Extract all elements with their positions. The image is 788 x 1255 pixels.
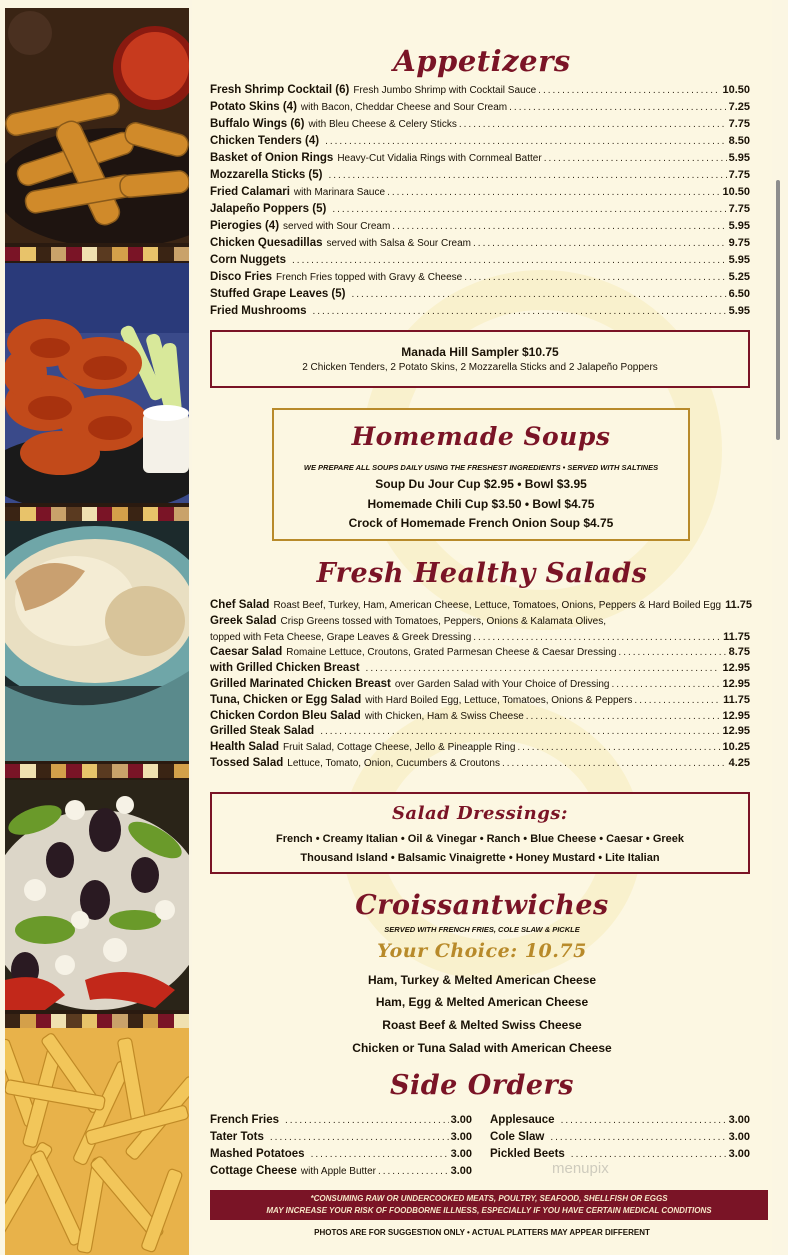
- item-price: 10.50: [722, 84, 750, 96]
- item-description: served with Sour Cream: [283, 221, 391, 232]
- item-description: with Hard Boiled Egg, Lettuce, Tomatoes, Onions & Peppers: [365, 694, 633, 706]
- warning-line: MAY INCREASE YOUR RISK OF FOODBORNE ILLNESS, ESPECIALLY IF YOU HAVE CERTAIN MEDICAL CONDITIONS: [266, 1206, 712, 1215]
- menu-item-row: [490, 1129, 750, 1146]
- warning-line: *CONSUMING RAW OR UNDERCOOKED MEATS, POULTRY, SEAFOOD, SHELLFISH OR EGGS: [310, 1194, 668, 1203]
- item-description: with Marinara Sauce: [293, 187, 386, 198]
- item-price: 7.75: [728, 169, 750, 181]
- french-fries-photo: [5, 1028, 189, 1255]
- item-price: 3.00: [728, 1114, 750, 1126]
- soup-line: Crock of Homemade French Onion Soup $4.75: [348, 516, 614, 530]
- leader-dots: [311, 1147, 449, 1163]
- item-price: 5.25: [728, 271, 750, 283]
- leader-dots: [561, 1113, 727, 1129]
- photo-strip: [5, 8, 189, 1255]
- soups-note: WE PREPARE ALL SOUPS DAILY USING THE FRESHEST INGREDIENTS • SERVED WITH SALTINES: [303, 463, 659, 472]
- item-name: Basket of Onion Rings: [210, 152, 334, 164]
- menu-item-row: [210, 676, 750, 693]
- item-price: 3.00: [728, 1131, 750, 1143]
- color-stripe: [5, 1014, 189, 1028]
- item-name: Applesauce: [490, 1114, 555, 1126]
- item-price: 3.00: [450, 1131, 472, 1143]
- leader-dots: [464, 270, 726, 286]
- greek-salad-photo: [5, 780, 189, 1010]
- menu-item-row: [210, 1163, 472, 1180]
- item-name: Cottage Cheese: [210, 1165, 297, 1177]
- item-name: Chicken Tenders (4): [210, 135, 320, 147]
- sampler-box: [210, 330, 750, 388]
- item-name: French Fries: [210, 1114, 280, 1126]
- item-price: 7.25: [728, 101, 750, 113]
- leader-dots: [270, 1130, 449, 1146]
- leader-dots: [473, 630, 721, 646]
- item-description: served with Salsa & Sour Cream: [326, 238, 472, 249]
- item-name: Pickled Beets: [490, 1148, 565, 1160]
- leader-dots: [285, 1113, 449, 1129]
- color-stripe: [5, 764, 189, 778]
- leader-dots: [366, 661, 721, 677]
- leader-dots: [392, 219, 726, 235]
- menu-item-row: [210, 201, 750, 218]
- leader-dots: [550, 1130, 726, 1146]
- item-price: 5.95: [728, 152, 750, 164]
- item-price: 3.00: [450, 1165, 472, 1177]
- croissantwiches-title: Croissantwiches: [355, 890, 609, 921]
- soup-line: Homemade Chili Cup $3.50 • Bowl $4.75: [367, 497, 595, 511]
- item-description: over Garden Salad with Your Choice of Dressing: [394, 679, 610, 690]
- item-description: Lettuce, Tomato, Onion, Cucumbers & Croutons: [287, 758, 500, 769]
- item-price: 12.95: [722, 662, 750, 675]
- menu-item-row: [210, 235, 750, 252]
- menu-item-row: [210, 286, 750, 303]
- item-description: with Apple Butter: [300, 1166, 376, 1177]
- leader-dots: [502, 756, 727, 772]
- item-price: 8.75: [728, 646, 750, 659]
- item-description: French Fries topped with Gravy & Cheese: [276, 272, 463, 283]
- leader-dots: [517, 740, 720, 756]
- menu-item-row: [210, 82, 750, 99]
- soups-title: Homemade Soups: [351, 422, 611, 451]
- menu-item-row: [210, 150, 750, 167]
- item-price: 4.25: [728, 757, 750, 769]
- item-name: Fresh Shrimp Cocktail (6): [210, 84, 350, 96]
- item-name: Mashed Potatoes: [210, 1148, 305, 1160]
- item-name: Chicken Quesadillas: [210, 237, 323, 249]
- item-name: Fried Mushrooms: [210, 305, 307, 317]
- menu-item-row: [210, 597, 750, 614]
- item-price: 8.50: [728, 135, 750, 147]
- menu-item-row: [210, 252, 750, 269]
- croissantwich-item: Ham, Egg & Melted American Cheese: [375, 995, 589, 1009]
- leader-dots: [351, 287, 726, 303]
- item-price: 7.75: [728, 118, 750, 130]
- item-price: 11.75: [725, 599, 752, 611]
- leader-dots: [618, 645, 726, 661]
- menu-item-row: [210, 613, 750, 630]
- item-name: Grilled Marinated Chicken Breast: [210, 678, 391, 690]
- menu-item-row: [210, 755, 750, 772]
- item-name: with Grilled Chicken Breast: [210, 662, 360, 675]
- item-description: with Chicken, Ham & Swiss Cheese: [364, 710, 524, 722]
- item-description: topped with Feta Cheese, Grape Leaves & Greek Dressing: [210, 631, 472, 643]
- item-price: 11.75: [723, 693, 750, 706]
- leader-dots: [611, 677, 720, 693]
- menu-item-row: [210, 1146, 472, 1163]
- menu-item-row: [210, 739, 750, 756]
- item-name: Disco Fries: [210, 271, 272, 283]
- item-name: Cole Slaw: [490, 1131, 545, 1143]
- item-description: Fruit Salad, Cottage Cheese, Jello & Pineapple Ring: [283, 742, 516, 754]
- menu-item-row: [490, 1112, 750, 1129]
- item-name: Tuna, Chicken or Egg Salad: [210, 693, 362, 706]
- item-name: Chicken Cordon Bleu Salad: [210, 709, 361, 722]
- menu-item-row: [210, 660, 750, 677]
- menu-item-row: [210, 116, 750, 133]
- french-onion-soup-photo: [5, 521, 189, 761]
- item-name: Grilled Steak Salad: [210, 725, 315, 738]
- item-name: Pierogies (4): [210, 220, 280, 232]
- sampler-description: 2 Chicken Tenders, 2 Potato Skins, 2 Mozzarella Sticks and 2 Jalapeño Poppers: [302, 362, 658, 373]
- leader-dots: [538, 83, 720, 99]
- item-price: 5.95: [728, 305, 750, 317]
- leader-dots: [473, 236, 727, 252]
- item-name: Greek Salad: [210, 614, 277, 627]
- item-price: 9.75: [728, 237, 750, 249]
- croissantwiches-note: SERVED WITH FRENCH FRIES, COLE SLAW & PICKLE: [384, 925, 580, 934]
- color-stripe: [5, 507, 189, 521]
- item-price: 5.95: [728, 254, 750, 266]
- leader-dots: [320, 724, 720, 740]
- croissantwich-item: Chicken or Tuna Salad with American Cheese: [352, 1041, 612, 1055]
- item-name: Corn Nuggets: [210, 254, 287, 266]
- croissantwiches-price: Your Choice: 10.75: [377, 940, 587, 962]
- item-price: 10.50: [722, 186, 750, 198]
- soup-line: Soup Du Jour Cup $2.95 • Bowl $3.95: [375, 477, 587, 491]
- menu-item-row: [210, 303, 750, 320]
- leader-dots: [292, 253, 727, 269]
- item-price: 12.95: [722, 709, 750, 722]
- menu-item-row: [210, 629, 750, 646]
- menu-item-row: [210, 167, 750, 184]
- item-name: Stuffed Grape Leaves (5): [210, 288, 346, 300]
- leader-dots: [526, 709, 721, 725]
- menu-item-row: [210, 218, 750, 235]
- soups-box: [272, 408, 690, 541]
- allergy-warning: [210, 1190, 768, 1220]
- item-price: 7.75: [728, 203, 750, 215]
- item-name: Health Salad: [210, 741, 280, 754]
- item-name: Jalapeño Poppers (5): [210, 203, 327, 215]
- item-description: Fresh Jumbo Shrimp with Cocktail Sauce: [353, 85, 537, 96]
- item-description: with Bacon, Cheddar Cheese and Sour Cream: [300, 102, 508, 113]
- sampler-title: Manada Hill Sampler $10.75: [401, 345, 559, 359]
- item-price: 11.75: [723, 630, 750, 643]
- scrollbar-thumb[interactable]: [776, 180, 780, 440]
- item-description: with Bleu Cheese & Celery Sticks: [308, 119, 457, 130]
- item-price: 3.00: [450, 1148, 472, 1160]
- leader-dots: [544, 151, 727, 167]
- mozzarella-sticks-photo: [5, 8, 189, 243]
- item-price: 10.25: [722, 741, 750, 754]
- menu-item-row: [210, 133, 750, 150]
- appetizers-title: Appetizers: [393, 44, 571, 78]
- dressings-box: [210, 792, 750, 874]
- menu-item-row: [210, 1129, 472, 1146]
- item-name: Potato Skins (4): [210, 101, 297, 113]
- menu-item-row: [210, 1112, 472, 1129]
- color-stripe: [5, 247, 189, 261]
- leader-dots: [328, 168, 726, 184]
- dressings-line: Thousand Island • Balsamic Vinaigrette • Honey Mustard • Lite Italian: [300, 852, 660, 864]
- leader-dots: [312, 304, 726, 320]
- item-name: Fried Calamari: [210, 186, 290, 198]
- leader-dots: [325, 134, 727, 150]
- item-description: Romaine Lettuce, Croutons, Grated Parmesan Cheese & Caesar Dressing: [286, 647, 617, 659]
- item-price: 5.95: [728, 220, 750, 232]
- croissantwich-item: Ham, Turkey & Melted American Cheese: [367, 973, 597, 987]
- buffalo-wings-photo: [5, 263, 189, 503]
- menu-item-row: [210, 99, 750, 116]
- dressings-line: French • Creamy Italian • Oil & Vinegar • Ranch • Blue Cheese • Caesar • Greek: [275, 833, 685, 845]
- item-name: Chef Salad: [210, 599, 270, 611]
- salads-title: Fresh Healthy Salads: [316, 558, 648, 589]
- item-description: Heavy-Cut Vidalia Rings with Cornmeal Batter: [337, 153, 542, 164]
- menu-item-row: [210, 708, 750, 725]
- menu-item-row: [210, 692, 750, 709]
- menupix-watermark: menupix: [552, 1160, 609, 1177]
- menu-item-row: [490, 1146, 750, 1163]
- leader-dots: [509, 100, 726, 116]
- item-price: 3.00: [450, 1114, 472, 1126]
- croissantwich-item: Roast Beef & Melted Swiss Cheese: [382, 1018, 582, 1032]
- sides-title: Side Orders: [390, 1070, 574, 1101]
- item-name: Tater Tots: [210, 1131, 264, 1143]
- menu-item-row: [210, 184, 750, 201]
- item-description: Crisp Greens tossed with Tomatoes, Peppers, Onions & Kalamata Olives,: [280, 615, 607, 627]
- leader-dots: [378, 1164, 449, 1180]
- item-price: 3.00: [728, 1148, 750, 1160]
- leader-dots: [387, 185, 720, 201]
- dressings-title: Salad Dressings:: [391, 803, 569, 824]
- item-name: Caesar Salad: [210, 646, 283, 659]
- menu-item-row: [210, 269, 750, 286]
- item-description: Roast Beef, Turkey, Ham, American Cheese, Lettuce, Tomatoes, Onions, Peppers & Hard Boiled Egg: [273, 600, 722, 611]
- item-name: Buffalo Wings (6): [210, 118, 305, 130]
- photo-disclaimer: PHOTOS ARE FOR SUGGESTION ONLY • ACTUAL PLATTERS MAY APPEAR DIFFERENT: [314, 1228, 650, 1237]
- menu-panel: [192, 0, 772, 1255]
- item-name: Mozzarella Sticks (5): [210, 169, 323, 181]
- menu-item-row: [210, 644, 750, 661]
- leader-dots: [332, 202, 726, 218]
- item-price: 6.50: [728, 288, 750, 300]
- leader-dots: [459, 117, 727, 133]
- item-price: 12.95: [722, 725, 750, 738]
- item-name: Tossed Salad: [210, 757, 284, 769]
- leader-dots: [634, 693, 721, 709]
- item-price: 12.95: [722, 678, 750, 690]
- menu-item-row: [210, 723, 750, 740]
